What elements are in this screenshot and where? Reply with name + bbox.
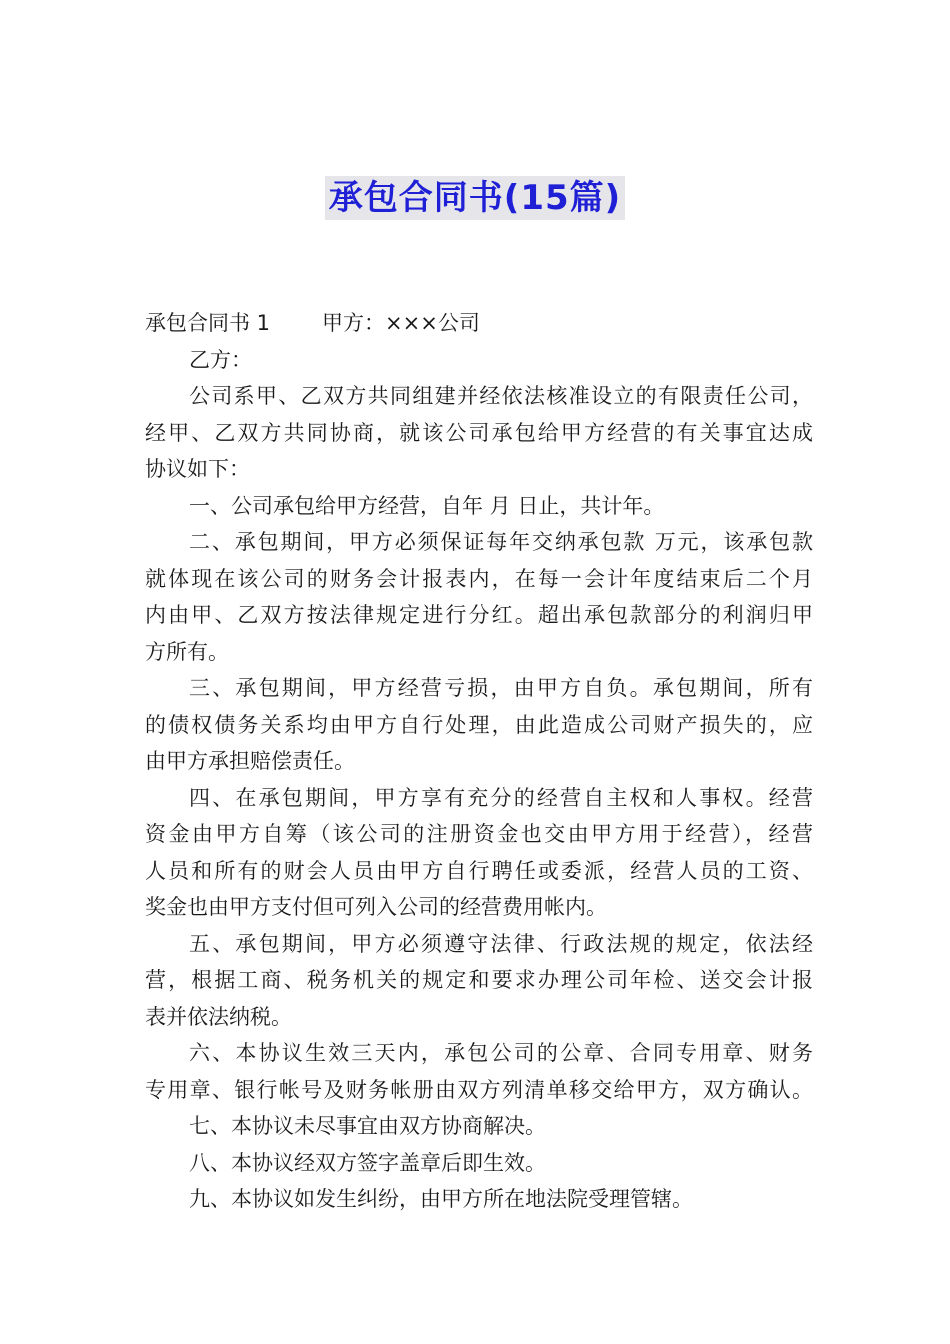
text-line: 协议如下： (145, 457, 250, 481)
text-line: 五、承包期间，甲方必须遵守法律、行政法规的规定，依法经 (189, 931, 813, 956)
document-body (145, 305, 813, 1218)
text-line: 专用章、银行帐号及财务帐册由双方列清单移交给甲方，双方确认。 (145, 1077, 813, 1102)
text-line: 经甲、乙双方共同协商，就该公司承包给甲方经营的有关事宜达成 (145, 420, 813, 445)
text-line: 八、本协议经双方签字盖章后即生效。 (189, 1150, 546, 1175)
text-line: 九、本协议如发生纠纷，由甲方所在地法院受理管辖。 (189, 1187, 693, 1211)
text-line: 内由甲、乙双方按法律规定进行分红。超出承包款部分的利润归甲 (145, 603, 813, 627)
text-line: 三、承包期间，甲方经营亏损，由甲方自负。承包期间，所有 (189, 676, 813, 700)
text-line: 的债权债务关系均由甲方自行处理，由此造成公司财产损失的，应 (145, 712, 813, 737)
text-line: 乙方： (189, 347, 252, 372)
text-line: 一、公司承包给甲方经营，自年 月 日止，共计年。 (189, 493, 665, 518)
text-line: 奖金也由甲方支付但可列入公司的经营费用帐内。 (145, 895, 607, 919)
header-line (145, 305, 813, 342)
text-line: 由甲方承担赔偿责任。 (145, 749, 355, 773)
text-line: 二、承包期间，甲方必须保证每年交纳承包款 万元，该承包款 (189, 530, 813, 554)
text-line: 表并依法纳税。 (145, 1004, 292, 1029)
section-label: 承包合同书 1 (145, 311, 271, 335)
text-line: 六、本协议生效三天内，承包公司的公章、合同专用章、财务 (189, 1041, 813, 1065)
document-title-wrapper (0, 176, 950, 220)
text-line: 资金由甲方自筹（该公司的注册资金也交由甲方用于经营），经营 (145, 822, 813, 846)
text-line: 四、在承包期间，甲方享有充分的经营自主权和人事权。经营 (189, 785, 813, 810)
text-line: 人员和所有的财会人员由甲方自行聘任或委派，经营人员的工资、 (145, 858, 813, 883)
text-line: 公司系甲、乙双方共同组建并经依法核准设立的有限责任公司， (189, 384, 813, 408)
text-line: 方所有。 (145, 639, 229, 664)
text-line: 七、本协议未尽事宜由双方协商解决。 (189, 1114, 546, 1138)
document-title: 承包合同书(15篇) (325, 176, 625, 220)
text-line: 就体现在该公司的财务会计报表内，在每一会计年度结束后二个月 (145, 566, 813, 591)
paragraph-lines (145, 342, 813, 1218)
party-a-label: 甲方：×××公司 (322, 311, 480, 335)
text-line: 营，根据工商、税务机关的规定和要求办理公司年检、送交会计报 (145, 968, 813, 992)
